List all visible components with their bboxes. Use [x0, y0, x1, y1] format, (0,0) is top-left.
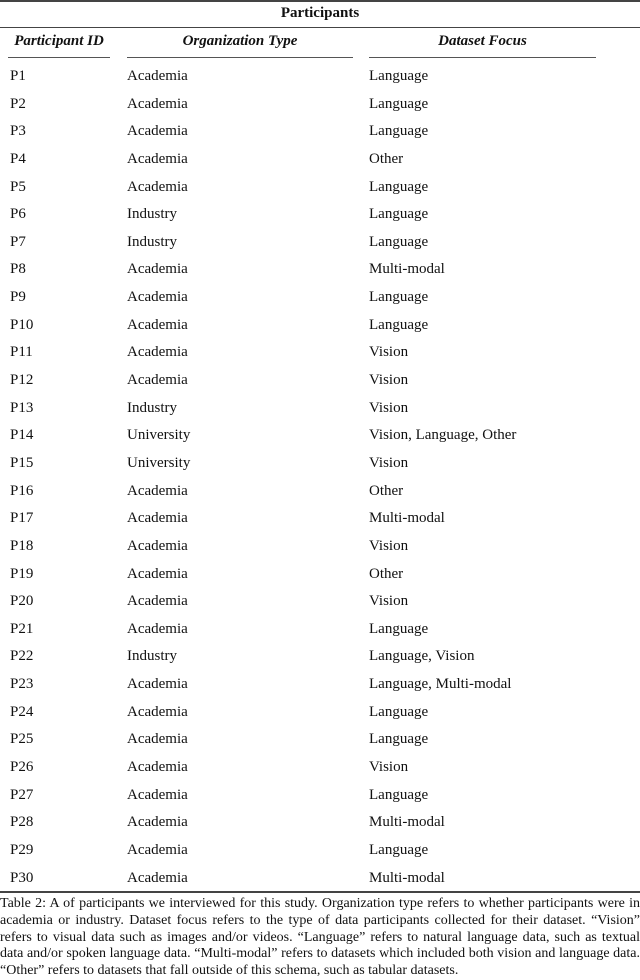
dataset-focus-cell: Language	[369, 123, 429, 140]
organization-type-cell: Academia	[127, 316, 188, 333]
organization-type-cell: Industry	[127, 233, 177, 250]
organization-type-cell: Academia	[127, 869, 188, 886]
organization-type-cell: Academia	[127, 123, 188, 140]
table-row	[0, 204, 640, 232]
table-row	[0, 481, 640, 509]
dataset-focus-cell: Language	[369, 841, 429, 858]
table-row	[0, 287, 640, 315]
dataset-focus-cell: Vision	[369, 399, 409, 416]
table-row	[0, 508, 640, 536]
organization-type-cell: Industry	[127, 648, 177, 665]
participant-id-cell: P5	[10, 178, 26, 195]
organization-type-cell: Academia	[127, 372, 188, 389]
header-underline	[127, 57, 353, 58]
organization-type-cell: Academia	[127, 786, 188, 803]
organization-type-cell: Academia	[127, 676, 188, 693]
dataset-focus-cell: Vision, Language, Other	[369, 427, 517, 444]
table-row	[0, 812, 640, 840]
header-underline	[8, 57, 110, 58]
participant-id-cell: P10	[10, 316, 34, 333]
dataset-focus-cell: Language, Vision	[369, 648, 475, 665]
organization-type-cell: Academia	[127, 289, 188, 306]
header-underline	[369, 57, 596, 58]
dataset-focus-cell: Other	[369, 482, 404, 499]
dataset-focus-cell: Language	[369, 731, 429, 748]
table-row	[0, 66, 640, 94]
dataset-focus-cell: Vision	[369, 454, 409, 471]
participant-id-cell: P8	[10, 261, 26, 278]
participant-id-cell: P25	[10, 731, 34, 748]
dataset-focus-cell: Language	[369, 68, 429, 84]
table-row	[0, 785, 640, 813]
participant-id-cell: P3	[10, 123, 26, 140]
header-organization-type: Organization Type	[182, 33, 298, 49]
bottom-rule	[0, 891, 640, 893]
table-row	[0, 453, 640, 481]
table-row	[0, 398, 640, 426]
dataset-focus-cell: Language	[369, 620, 429, 637]
participant-id-cell: P9	[10, 289, 26, 306]
dataset-focus-cell: Vision	[369, 537, 409, 554]
table-row	[0, 729, 640, 757]
table-row	[0, 619, 640, 647]
organization-type-cell: Academia	[127, 261, 188, 278]
table-row	[0, 149, 640, 177]
organization-type-cell: Academia	[127, 150, 188, 167]
table-row	[0, 757, 640, 785]
participant-id-cell: P14	[10, 427, 34, 444]
participant-id-cell: P2	[10, 95, 26, 112]
participant-id-cell: P23	[10, 676, 34, 693]
dataset-focus-cell: Multi-modal	[369, 869, 445, 886]
organization-type-cell: Academia	[127, 759, 188, 776]
participant-id-cell: P22	[10, 648, 34, 665]
table-body	[0, 66, 640, 895]
table-row	[0, 315, 640, 343]
organization-type-cell: Academia	[127, 731, 188, 748]
participant-id-cell: P11	[10, 344, 33, 361]
organization-type-cell: Academia	[127, 565, 188, 582]
dataset-focus-cell: Language	[369, 786, 429, 803]
participant-id-cell: P19	[10, 565, 34, 582]
table-row	[0, 536, 640, 564]
dataset-focus-cell: Language	[369, 206, 429, 223]
organization-type-cell: Academia	[127, 620, 188, 637]
organization-type-cell: University	[127, 427, 191, 444]
organization-type-cell: Industry	[127, 206, 177, 223]
participant-id-cell: P20	[10, 593, 34, 610]
organization-type-cell: Academia	[127, 537, 188, 554]
participant-id-cell: P18	[10, 537, 34, 554]
participant-id-cell: P28	[10, 814, 34, 831]
dataset-focus-cell: Multi-modal	[369, 510, 445, 527]
participant-id-cell: P29	[10, 841, 34, 858]
table-title: Participants	[280, 5, 360, 21]
dataset-focus-cell: Language, Multi-modal	[369, 676, 512, 693]
organization-type-cell: Academia	[127, 703, 188, 720]
organization-type-cell: Academia	[127, 814, 188, 831]
organization-type-cell: University	[127, 454, 191, 471]
participant-id-cell: P26	[10, 759, 34, 776]
participant-id-cell: P1	[10, 68, 26, 84]
table-row	[0, 591, 640, 619]
dataset-focus-cell: Language	[369, 233, 429, 250]
dataset-focus-cell: Multi-modal	[369, 261, 445, 278]
header-dataset-focus: Dataset Focus	[438, 33, 527, 49]
participant-id-cell: P27	[10, 786, 34, 803]
dataset-focus-cell: Multi-modal	[369, 814, 445, 831]
participant-id-cell: P16	[10, 482, 34, 499]
participant-id-cell: P30	[10, 869, 34, 886]
dataset-focus-cell: Language	[369, 316, 429, 333]
organization-type-cell: Industry	[127, 399, 177, 416]
participant-id-cell: P4	[10, 150, 26, 167]
organization-type-cell: Academia	[127, 344, 188, 361]
table-row	[0, 232, 640, 260]
table-caption: Table 2: A of participants we interviewed for this study. Organization type refers to whether participants were in academia or industry. Dataset focus refers to the type of data participants collected for their dataset. “Vision” refers to visual data such as images and/or videos. “Language” refers to natural language data, such as textual data and/or spoken language data. “Multi-modal” refers to datasets which included both vision and language data. “Other” refers to datasets that fall outside of this schema, such as tabular datasets.	[0, 896, 640, 979]
dataset-focus-cell: Vision	[369, 759, 409, 776]
header-participant-id: Participant ID	[14, 33, 104, 49]
dataset-focus-cell: Language	[369, 178, 429, 195]
table-row	[0, 425, 640, 453]
table-row	[0, 674, 640, 702]
participant-id-cell: P7	[10, 233, 26, 250]
dataset-focus-cell: Language	[369, 289, 429, 306]
participant-id-cell: P12	[10, 372, 34, 389]
dataset-focus-cell: Language	[369, 703, 429, 720]
organization-type-cell: Academia	[127, 593, 188, 610]
participant-id-cell: P21	[10, 620, 34, 637]
organization-type-cell: Academia	[127, 95, 188, 112]
title-rule	[0, 27, 640, 28]
dataset-focus-cell: Language	[369, 95, 429, 112]
table-row	[0, 370, 640, 398]
participant-id-cell: P15	[10, 454, 34, 471]
organization-type-cell: Academia	[127, 841, 188, 858]
dataset-focus-cell: Other	[369, 565, 404, 582]
participant-id-cell: P24	[10, 703, 34, 720]
participant-id-cell: P6	[10, 206, 26, 223]
dataset-focus-cell: Other	[369, 150, 404, 167]
participant-id-cell: P17	[10, 510, 34, 527]
organization-type-cell: Academia	[127, 178, 188, 195]
organization-type-cell: Academia	[127, 68, 188, 84]
participant-id-cell: P13	[10, 399, 34, 416]
organization-type-cell: Academia	[127, 482, 188, 499]
table-row	[0, 259, 640, 287]
table-row	[0, 121, 640, 149]
top-rule	[0, 0, 640, 2]
dataset-focus-cell: Vision	[369, 372, 409, 389]
table-row	[0, 94, 640, 122]
table-row	[0, 702, 640, 730]
table-row	[0, 342, 640, 370]
dataset-focus-cell: Vision	[369, 593, 409, 610]
dataset-focus-cell: Vision	[369, 344, 409, 361]
table-row	[0, 840, 640, 868]
organization-type-cell: Academia	[127, 510, 188, 527]
table-row	[0, 564, 640, 592]
table-row	[0, 177, 640, 205]
table-row	[0, 646, 640, 674]
